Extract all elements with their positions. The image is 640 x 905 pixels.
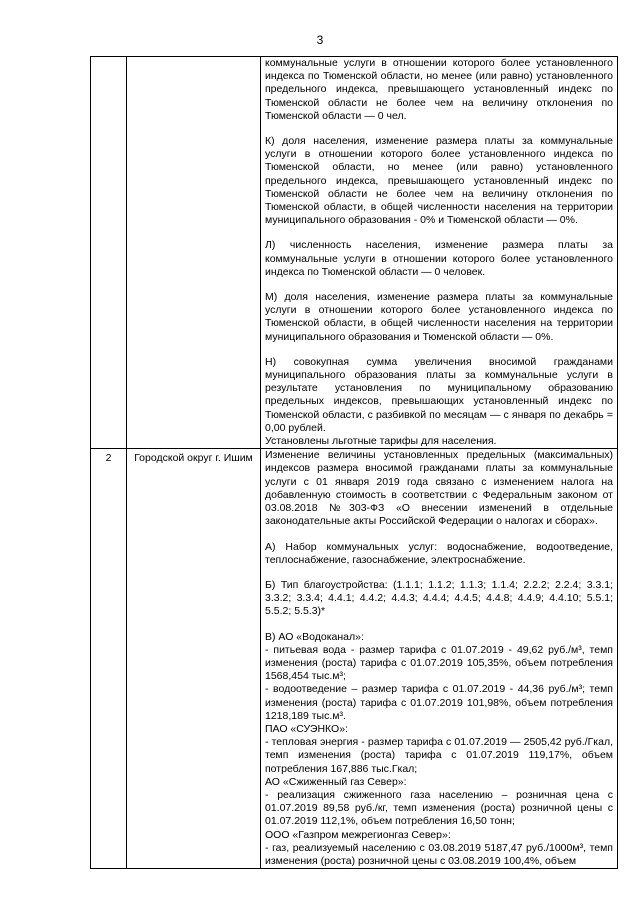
description-paragraph: ПАО «СУЭНКО»: <box>265 722 348 735</box>
row-number-cell: 2 <box>91 449 127 869</box>
description-paragraph: Л) численность населения, изменение размера платы за коммунальные услуги в отношении которого более установленного индекса по Тюменской области — 0 человек. <box>265 239 613 278</box>
description-paragraph: - питьевая вода - размер тарифа с 01.07.2019 - 49,62 руб./м³, темп изменения (роста) тарифа с 01.07.2019 105,35%, объем потребления 1568,454 тыс.м³; <box>265 643 613 683</box>
municipality-cell: Городской округ г. Ишим <box>127 449 261 869</box>
description-paragraph: Изменение величины установленных предельных (максимальных) индексов размера вносимой гражданами платы за коммунальные услуги с 01 января 2019 года связано с изменением налога на добавленную стоимость в соответствии с Федеральным законом от 03.08.2018 №303-ФЗ «О внесении изменений в отдельные законодательные акты Российской Федерации о налогах и сборах». <box>265 449 613 528</box>
description-paragraph: Б) Тип благоустройства: (1.1.1; 1.1.2; 1.1.3; 1.1.4; 2.2.2; 2.2.4; 3.3.1; 3.3.2; 3.3.4; 4.4.1; 4.4.2; 4.4.3; 4.4.4; 4.4.5; 4.4.8; 4.4.9; 4.4.10; 5.5.1; 5.5.2; 5.5.3)* <box>265 578 613 618</box>
description-cell <box>261 449 618 869</box>
description-paragraph: А) Набор коммунальных услуг: водоснабжение, водоотведение, теплоснабжение, газоснабжение, электроснабжение. <box>265 540 613 566</box>
row-number-cell <box>91 57 127 449</box>
description-paragraph: К) доля населения, изменение размера платы за коммунальные услуги в отношении которого более установленного индекса по Тюменской области, но менее (или равно) установленного предельного индекса, превышающего установленный индекс по Тюменской области не более чем на величину отклонения по Тюменской области, в общей численности населения на территории муниципального образования - 0% и Тюменской области — 0%. <box>265 135 613 227</box>
description-paragraph: - газ, реализуемый населению с 03.08.2019 5187,47 руб./1000м³, темп изменения (роста) розничной цены с 03.08.2019 100,4%, объем <box>265 841 613 867</box>
description-paragraph: М) доля населения, изменение размера платы за коммунальные услуги в отношении которого более установленного индекса по Тюменской области, в общей численности населения на территории муниципального образования и Тюменской области — 0%. <box>265 291 613 343</box>
tariff-table <box>90 56 618 869</box>
description-paragraph: - реализация сжиженного газа населению – розничная цена с 01.07.2019 89,58 руб./кг, темп изменения (роста) розничной цены с 01.07.2019 112,1%, объем потребления 16,50 тонн; <box>265 788 613 828</box>
description-paragraph: ООО «Газпром межрегионгаз Север»: <box>265 828 451 841</box>
municipality-cell <box>127 57 261 449</box>
table-row <box>91 449 618 869</box>
description-cell <box>261 57 618 449</box>
description-paragraph: В) АО «Водоканал»: <box>265 630 364 643</box>
description-paragraph: Н) совокупная сумма увеличения вносимой гражданами муниципального образования платы за коммунальные услуги в результате установления по муниципальному образованию предельных индексов, превышающих установленный индекс по Тюменской области, с разбивкой по месяцам — с января по декабрь = 0,00 рублей. <box>265 355 613 434</box>
description-paragraph: - тепловая энергия - размер тарифа с 01.07.2019 — 2505,42 руб./Гкал, темп изменения (роста) тарифа с 01.07.2019 119,17%, объем потребления 167,886 тыс.Гкал; <box>265 736 613 775</box>
description-paragraph: Установлены льготные тарифы для населения. <box>265 435 497 448</box>
page-number: 3 <box>316 33 324 47</box>
description-paragraph: - водоотведение – размер тарифа с 01.07.2019 - 44,36 руб./м³; темп изменения (роста) тарифа с 01.07.2019 101,98%, объем потребления 1218,189 тыс.м³. <box>265 683 613 722</box>
description-paragraph: АО «Сжиженный газ Север»: <box>265 775 407 788</box>
table-row <box>91 57 618 449</box>
description-paragraph: коммунальные услуги в отношении которого более установленного индекса по Тюменской области, но менее (или равно) установленного предельного индекса, превышающего установленный индекс по Тюменской области не более чем на величину отклонения по Тюменской области — 0 чел. <box>265 57 613 122</box>
